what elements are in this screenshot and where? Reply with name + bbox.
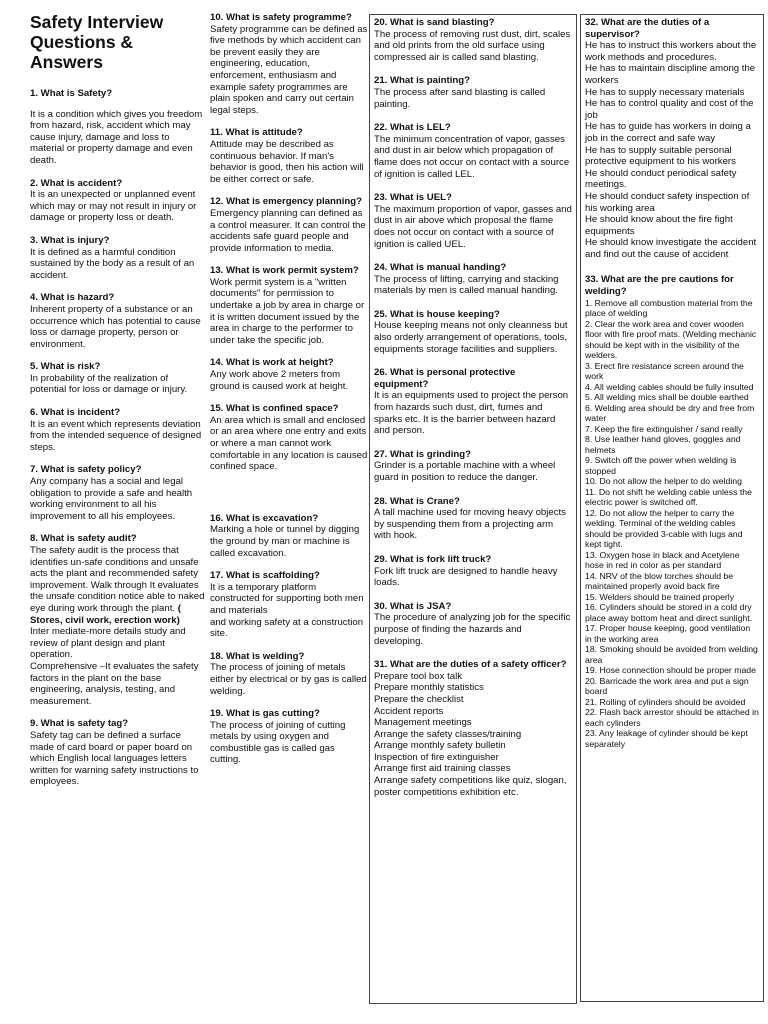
question: 5. What is risk? bbox=[30, 361, 101, 373]
qa-item bbox=[210, 265, 368, 346]
question: 23. What is UEL? bbox=[374, 192, 452, 204]
question: 22. What is LEL? bbox=[374, 122, 451, 134]
qa-item bbox=[374, 192, 572, 250]
answer: Grinder is a portable machine with a wheel guard in position to reduce the danger. bbox=[374, 460, 556, 483]
answer: Emergency planning can defined as a control measurer. It can control the accidents safe guard people and provide information to media. bbox=[210, 207, 366, 254]
qa-item bbox=[210, 12, 368, 116]
answer: The procedure of analyzing job for the specific purpose of finding the hazards and developing. bbox=[374, 612, 571, 647]
qa-item bbox=[30, 718, 206, 788]
answer-text: The safety audit is the process that identifies un-safe conditions and unsafe acts the plant and recommended safety improvement. Walk through It evaluates the unsafe condition notice able to naked eye during work through the plant. bbox=[30, 545, 205, 614]
question: 20. What is sand blasting? bbox=[374, 17, 495, 28]
answer: Any work above 2 meters from ground is caused work at height. bbox=[210, 369, 349, 392]
question: 27. What is grinding? bbox=[374, 448, 472, 460]
question: 1. What is Safety? bbox=[30, 88, 113, 99]
question: 12. What is emergency planning? bbox=[210, 196, 362, 208]
answer: In probability of the realization of potential for loss or damage or injury. bbox=[30, 372, 188, 396]
answer bbox=[30, 545, 206, 626]
column-3 bbox=[369, 14, 577, 1004]
answer: It is defined as a harmful condition sustained by the body as a result of an accident. bbox=[30, 246, 195, 281]
qa-item bbox=[30, 292, 206, 350]
answer: Marking a hole or tunnel by digging the ground by man or machine is called excavation. bbox=[210, 524, 360, 559]
column-1 bbox=[30, 12, 206, 799]
answer: The process of removing rust dust, dirt, scales and old prints from the old surface using compressed air is called sand blasting. bbox=[374, 28, 571, 63]
answer: An area which is small and enclosed or an area where one entry and exits or where a man cannot work comfortable in any location is caused confined space. bbox=[210, 414, 368, 473]
question: 11. What is attitude? bbox=[210, 127, 303, 139]
question: 9. What is safety tag? bbox=[30, 718, 129, 730]
answer-continued: Inter mediate-more details study and review of plant design and plant operation. Comprehensive –It evaluates the safety factors in the plant on the base engineering, analysis, testing, and measurement. bbox=[30, 626, 199, 707]
qa-item bbox=[30, 235, 206, 281]
question: 14. What is work at height? bbox=[210, 357, 334, 369]
qa-item bbox=[30, 533, 206, 707]
qa-item bbox=[374, 122, 572, 180]
question: 15. What is confined space? bbox=[210, 403, 339, 415]
qa-item bbox=[210, 357, 368, 392]
question: 3. What is injury? bbox=[30, 234, 110, 246]
answer: The maximum proportion of vapor, gasses and dust in air above which proposal the flame does not occur on contact with a source of ignition is called UEL. bbox=[374, 203, 572, 250]
qa-item bbox=[374, 554, 572, 589]
question: 33. What are the pre cautions for welding? bbox=[585, 274, 734, 298]
question: 17. What is scaffolding? bbox=[210, 570, 320, 582]
answer: Safety programme can be defined as five methods by which accident can be prevent easily they are engineering, education, enforcement, enthusiasm and example safety programmes are plain spoken and carry out certain legal steps. bbox=[210, 23, 368, 116]
question: 6. What is incident? bbox=[30, 407, 121, 419]
answer-emphasis: ( Stores, civil work, erection work) bbox=[30, 602, 181, 626]
answer: Any company has a social and legal obligation to provide a safe and health working environment to all his improvement to all his employees. bbox=[30, 476, 193, 522]
answer: It is a temporary platform constructed for supporting both men and materials and working safety at a construction site. bbox=[210, 581, 364, 640]
qa-item bbox=[210, 403, 368, 473]
answer: It is an equipments used to project the person from hazards such dust, dirt, fumes and sparks etc. It is the barrier between hazard and person. bbox=[374, 390, 569, 437]
question: 7. What is safety policy? bbox=[30, 464, 142, 476]
qa-item bbox=[210, 513, 368, 559]
page-title: Safety Interview Questions & Answers bbox=[30, 12, 164, 72]
qa-item bbox=[210, 127, 368, 185]
answer: Fork lift truck are designed to handle heavy loads. bbox=[374, 565, 558, 589]
question: 2. What is accident? bbox=[30, 177, 123, 189]
answer: Work permit system is a "written documents" for permission to undertake a job by area in charge or it is written document issued by the area in charge to the performer to under take the specific job. bbox=[210, 276, 365, 346]
answer: It is an event which represents deviation from the intended sequence of designed steps. bbox=[30, 418, 202, 453]
qa-item bbox=[374, 17, 572, 63]
answer: House keeping means not only cleanness but also orderly arrangement of operations, tools, equipments storage facilities and suppliers. bbox=[374, 320, 568, 355]
qa-item bbox=[210, 196, 368, 254]
question: 18. What is welding? bbox=[210, 650, 305, 662]
qa-item bbox=[30, 178, 206, 224]
answer: The process after sand blasting is called painting. bbox=[374, 86, 546, 110]
qa-item bbox=[374, 659, 572, 798]
answer: It is a condition which gives you freedom from hazard, risk, accident which may cause injury, damage and loss to material or property damage and even death. bbox=[30, 108, 203, 166]
question: 21. What is painting? bbox=[374, 75, 470, 87]
question: 32. What are the duties of a supervisor? bbox=[585, 17, 710, 40]
question: 29. What is fork lift truck? bbox=[374, 553, 492, 565]
answer: The process of lifting, carrying and stacking materials by men is called manual handing. bbox=[374, 273, 559, 297]
qa-item bbox=[30, 88, 206, 167]
answer: The process of joining of cutting metals by using oxygen and combustible gas is called gas cutting. bbox=[210, 719, 346, 766]
question: 4. What is hazard? bbox=[30, 292, 115, 304]
qa-item bbox=[374, 262, 572, 297]
answer: 1. Remove all combustion material from the place of welding 2. Clear the work area and cover wooden floor with fire proof mats. (Welding mechanic should be kept with in the visibility of the welders. 3. Erect fire resistance screen around the work 4. All welding cables should be fully insulted 5. All welding mics shall be double earthed 6. Welding area should be dry and free from water 7. Keep the fire extinguisher / sand really 8. Use leather hand gloves, goggles and helmets 9. Switch off the power when welding is stopped 10. Do not allow the helper to do welding 11. Do not shift he welding cable unless the electric power is switched off. 12. Do not allow the helper to carry the welding. Terminal of the welding cables should be provided 3-cable with lugs and kept tight. 13. Oxygen hose in black and Acetylene hose in red in color as per standard 14. NRV of the blow torches should be maintained properly avoid back fire 15. Welders should be trained properly 16. Cylinders should be stored in a cold dry place away bottom heat and direct sunlight. 17. Proper house keeping, good ventilation in the working area 18. Smoking should be avoided from welding area 19. Hose connection should be proper made 20. Barricade the work area and put a sign board 21. Rolling of cylinders should be avoided 22. Flash back arrestor should be attached in each cylinders 23. Any leakage of cylinder should be kept separately bbox=[585, 297, 759, 749]
qa-item bbox=[585, 17, 759, 260]
question: 31. What are the duties of a safety officer? bbox=[374, 659, 567, 671]
qa-item bbox=[374, 601, 572, 647]
answer: The process of joining of metals either by electrical or by gas is called welding. bbox=[210, 662, 367, 697]
qa-item bbox=[374, 309, 572, 355]
qa-item bbox=[30, 361, 206, 396]
question: 8. What is safety audit? bbox=[30, 533, 137, 545]
column-4 bbox=[580, 14, 764, 1002]
qa-item bbox=[374, 75, 572, 110]
answer: Attitude may be described as continuous behavior. If man's behavior is good, then his action will be either correct or safe. bbox=[210, 138, 364, 185]
question: 19. What is gas cutting? bbox=[210, 708, 320, 720]
question: 30. What is JSA? bbox=[374, 600, 452, 612]
answer: Prepare tool box talk Prepare monthly statistics Prepare the checklist Accident reports Management meetings Arrange the safety classes/training Arrange monthly safety bulletin Inspection of fire extinguisher Arrange first aid training classes Arrange safety competitions like quiz, slogan, poster competitions exhibition etc. bbox=[374, 670, 567, 798]
question: 24. What is manual handing? bbox=[374, 262, 507, 274]
qa-item bbox=[374, 367, 572, 437]
qa-item bbox=[30, 407, 206, 453]
column-2 bbox=[210, 12, 368, 777]
qa-item bbox=[210, 708, 368, 766]
answer: It is an unexpected or unplanned event which may or may not result in injury or damage or property loss or death. bbox=[30, 189, 197, 224]
question: 10. What is safety programme? bbox=[210, 12, 352, 23]
question: 28. What is Crane? bbox=[374, 495, 460, 507]
answer: Inherent property of a substance or an occurrence which has potential to cause loss or damage property, person or environment. bbox=[30, 303, 201, 350]
answer: The minimum concentration of vapor, gasses and dust in air below which propagation of flame does not occur on contact with a source of ignition is called LEL. bbox=[374, 133, 570, 180]
question: 26. What is personal protective equipment? bbox=[374, 367, 516, 390]
answer: He has to instruct this workers about the work methods and procedures. He has to maintain discipline among the workers He has to supply necessary materials He has to control quality and cost of the job He has to guide has workers in doing a job in the correct and safe way He has to supply suitable personal protective equipment to his workers He should conduct periodical safety meetings. He should conduct safety inspection of his working area He should know about the fire fight equipments He should know investigate the accident and find out the cause of accident bbox=[585, 40, 757, 260]
answer: A tall machine used for moving heavy objects by suspending them from a projecting arm with hook. bbox=[374, 507, 566, 542]
qa-item bbox=[30, 464, 206, 522]
qa-item bbox=[210, 651, 368, 697]
question: 25. What is house keeping? bbox=[374, 308, 500, 320]
answer: Safety tag can be defined a surface made of card board or paper board on which English local languages letters written for warning safety instructions to employees. bbox=[30, 729, 199, 788]
qa-item bbox=[210, 570, 368, 640]
question: 13. What is work permit system? bbox=[210, 265, 359, 277]
question: 16. What is excavation? bbox=[210, 512, 319, 524]
qa-item bbox=[585, 274, 759, 749]
qa-item bbox=[374, 496, 572, 542]
qa-item bbox=[374, 449, 572, 484]
